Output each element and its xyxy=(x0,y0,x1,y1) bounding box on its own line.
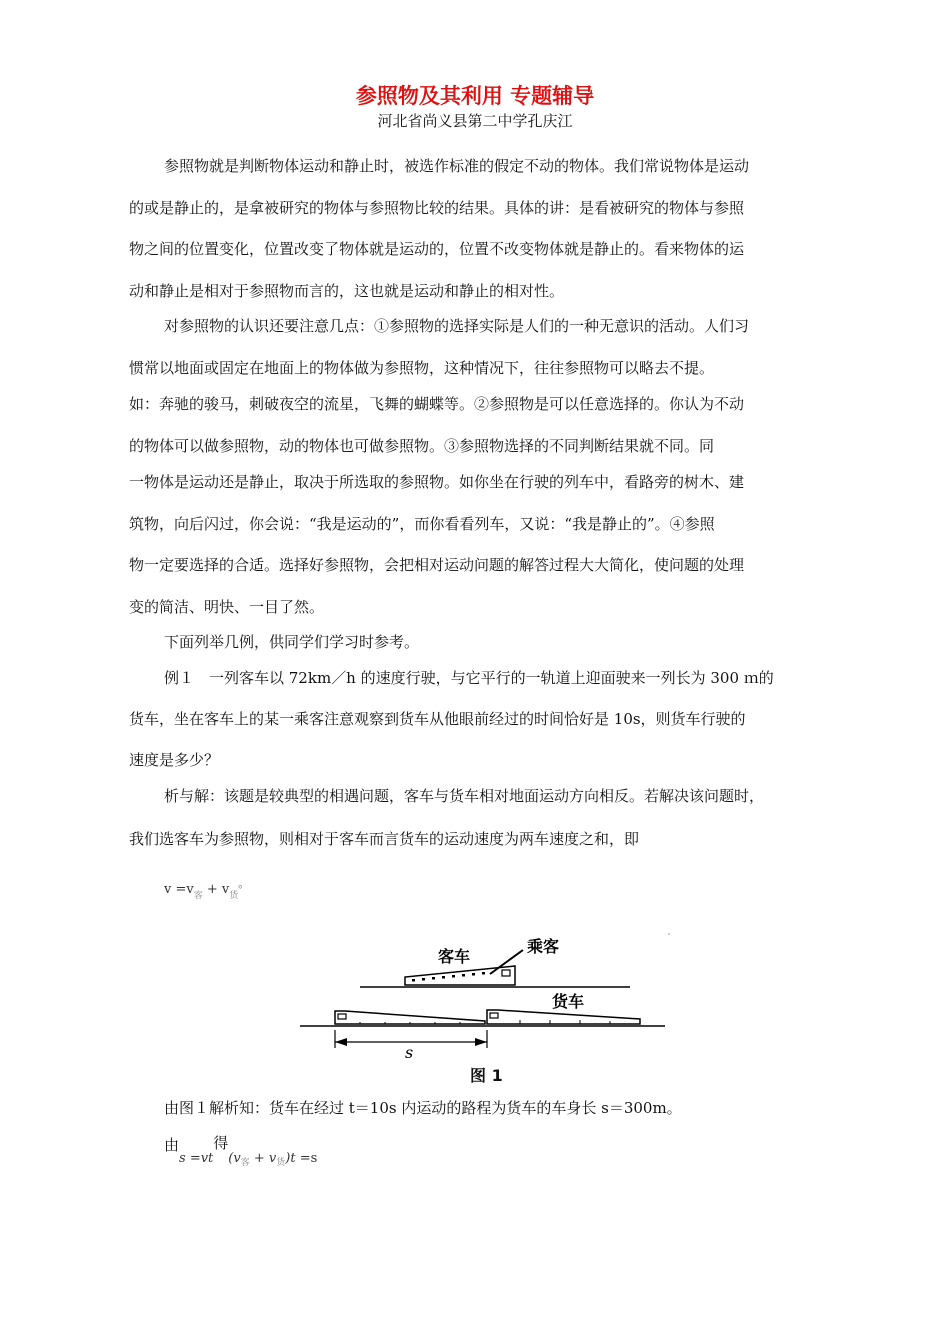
formula-relative-motion: 由s =vt得$(v_客 + v_货)t =s$ xyxy=(164,1134,318,1168)
paragraph-line: 物之间的位置变化，位置改变了物体就是运动的，位置不改变物体就是静止的。看来物体的运 xyxy=(129,240,745,258)
freight-car-2 xyxy=(487,1010,640,1024)
figure-1-diagram xyxy=(290,930,680,1065)
paragraph-line: 变的简洁、明快、一目了然。 xyxy=(129,598,325,616)
paragraph-line: 下面列举几例，供同学们学习时参考。 xyxy=(164,633,420,651)
label-passenger: 乘客 xyxy=(527,937,560,956)
solution-line: 析与解：该题是较典型的相遇问题，客车与货车相对地面运动方向相反。若解决该问题时， xyxy=(164,787,765,805)
paragraph-line: 一物体是运动还是静止，取决于所选取的参照物。如你坐在行驶的列车中，看路旁的树木、建 xyxy=(129,473,745,491)
figure-caption: 图 1 xyxy=(470,1066,503,1085)
paragraph-line: 的物体可以做参照物，动的物体也可做参照物。③参照物选择的不同判断结果就不同。同 xyxy=(129,437,715,455)
formula-velocity-sum: $v =v_客 + v_货^。$ xyxy=(164,877,250,901)
paragraph-line: 物一定要选择的合适。选择好参照物，会把相对运动问题的解答过程大大简化，使问题的处理 xyxy=(129,556,745,574)
paragraph-line: 参照物就是判断物体运动和静止时，被选作标准的假定不动的物体。我们常说物体是运动 xyxy=(164,157,750,175)
label-freight-car: 货车 xyxy=(552,992,585,1011)
author-line: 河北省尚义县第二中学孔庆江 xyxy=(377,112,573,130)
paragraph-line: 惯常以地面或固定在地面上的物体做为参照物，这种情况下，往往参照物可以略去不提。 xyxy=(129,359,715,377)
paragraph-line: 的或是静止的，是拿被研究的物体与参照物比较的结果。具体的讲：是看被研究的物体与参照 xyxy=(129,199,745,217)
paragraph-line: 筑物，向后闪过，你会说：“我是运动的”，而你看看列车，又说：“我是静止的”。④参照 xyxy=(129,515,715,533)
analysis-line: 由图１解析知：货车在经过 t＝10s 内运动的路程为货车的车身长 s＝300m。 xyxy=(164,1099,682,1117)
example-line: 例１ 一列客车以 72km／h 的速度行驶，与它平行的一轨道上迎面驶来一列长为 300 ｍ的 xyxy=(164,669,774,687)
solution-line: 我们选客车为参照物，则相对于客车而言货车的运动速度为两车速度之和，即 xyxy=(129,830,640,848)
s-arrow-left xyxy=(335,1038,347,1046)
label-s: s xyxy=(405,1043,414,1062)
paragraph-line: 动和静止是相对于参照物而言的，这也就是运动和静止的相对性。 xyxy=(129,282,565,300)
example-line: 速度是多少？ xyxy=(129,751,220,769)
paragraph-line: 如：奔驰的骏马，刺破夜空的流星，飞舞的蝴蝶等。②参照物是可以任意选择的。你认为不动 xyxy=(129,395,745,413)
passenger-car-windows xyxy=(412,972,485,982)
s-arrow-right xyxy=(475,1038,487,1046)
example-line: 货车，坐在客车上的某一乘客注意观察到货车从他眼前经过的时间恰好是 10s，则货车行驶的 xyxy=(129,710,746,728)
label-passenger-car: 客车 xyxy=(438,947,471,966)
document-title: 参照物及其利用 专题辅导 xyxy=(355,84,595,108)
paragraph-line: 对参照物的认识还要注意几点：①参照物的选择实际是人们的一种无意识的活动。人们习 xyxy=(164,317,750,335)
